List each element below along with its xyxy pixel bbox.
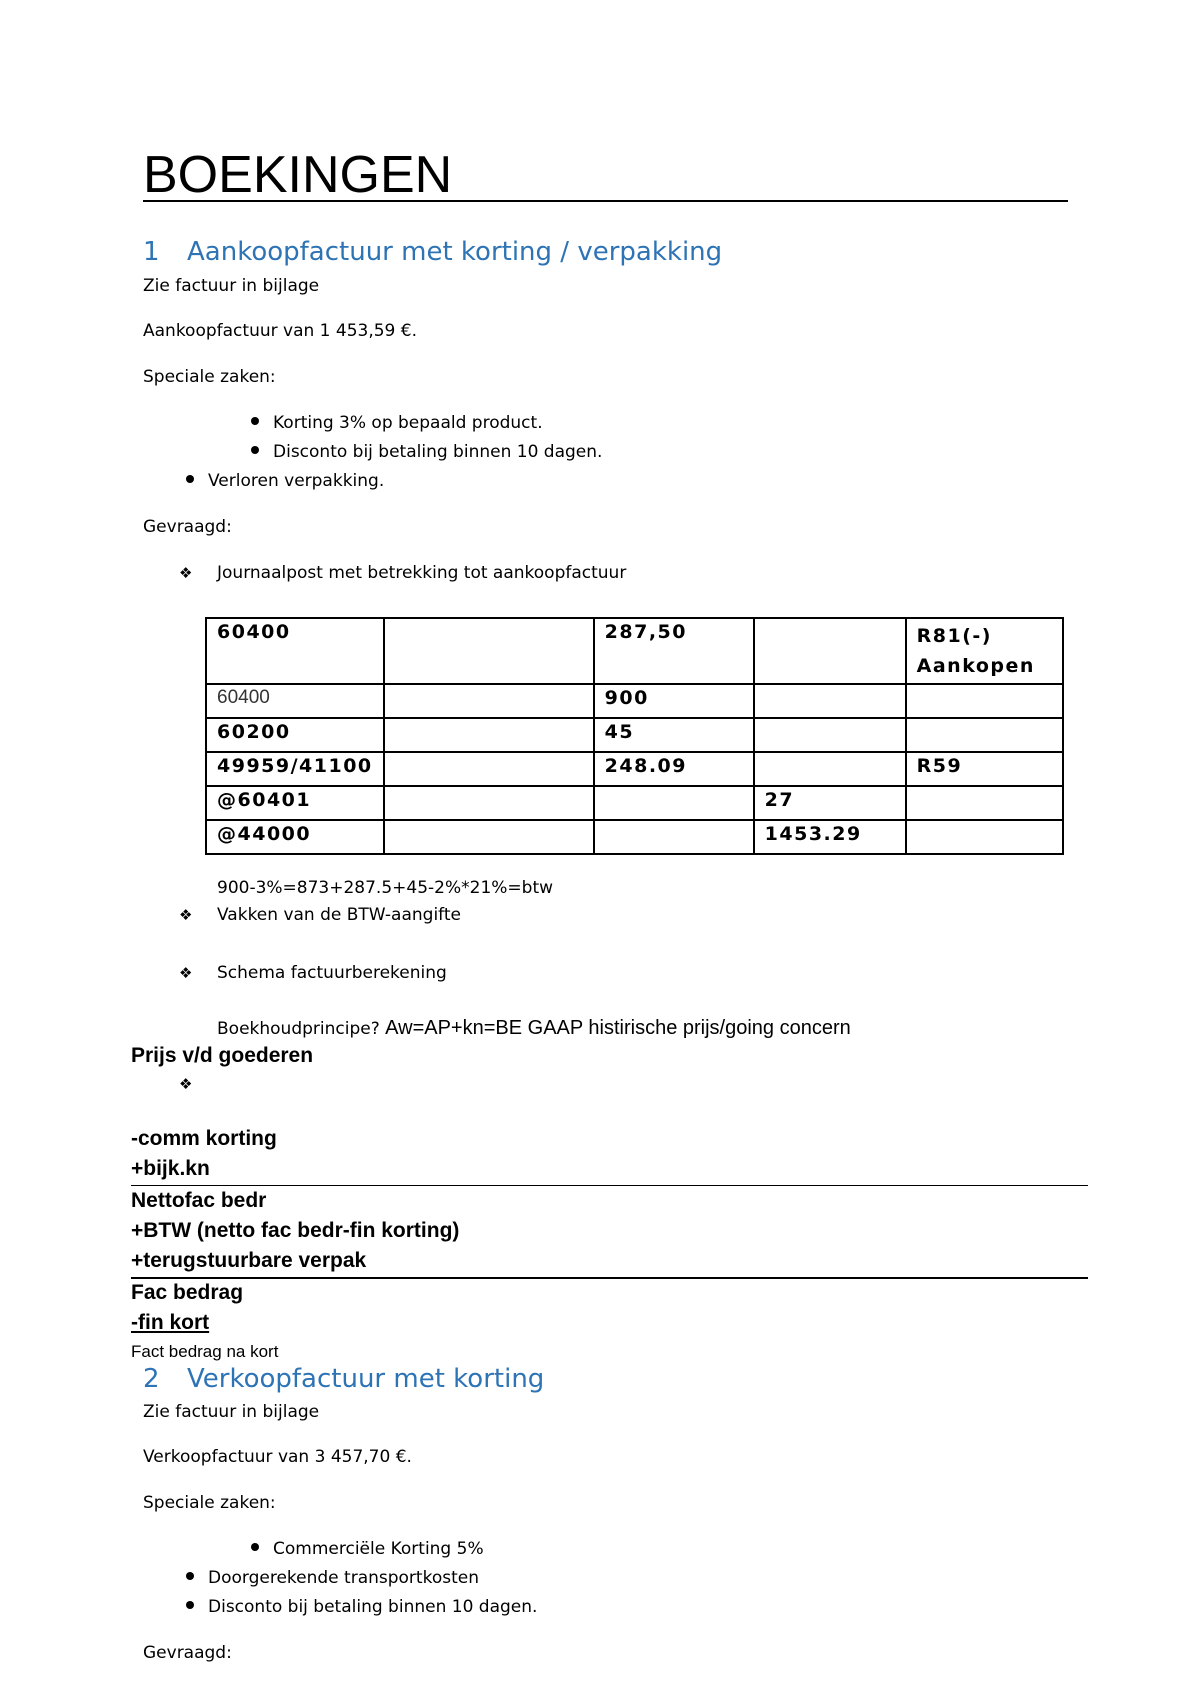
- table-cell: 1453.29: [754, 820, 906, 854]
- schema-line: +bijk.kn: [131, 1157, 210, 1180]
- table-row: [206, 752, 1063, 786]
- schema-line: +terugstuurbare verpak: [131, 1249, 367, 1272]
- table-cell: 60400: [206, 618, 384, 684]
- bullet-dot-icon: [251, 446, 259, 454]
- bullet-dot-icon: [186, 475, 194, 483]
- page-title: BOEKINGEN: [143, 146, 453, 204]
- list-item: Korting 3% op bepaald product.: [251, 411, 543, 435]
- vat-calculation: 900-3%=873+287.5+45-2%*21%=btw: [217, 878, 554, 898]
- section-1-number: 1: [143, 237, 160, 267]
- task-item: ❖ Schema factuurberekening: [179, 963, 447, 983]
- section-1-title: Aankoopfactuur met korting / verpakking: [187, 237, 723, 267]
- principle-label: Boekhoudprincipe?: [217, 1019, 380, 1039]
- task-item: ❖ Journaalpost met betrekking tot aankoopfactuur: [179, 563, 627, 583]
- task-item: ❖ Vakken van de BTW-aangifte: [179, 905, 461, 925]
- bullet-dot-icon: [186, 1601, 194, 1609]
- s1-asked-label: Gevraagd:: [143, 517, 232, 537]
- table-cell: [906, 820, 1063, 854]
- table-cell: 248.09: [594, 752, 754, 786]
- s2-asked-label: Gevraagd:: [143, 1643, 232, 1663]
- schema-line: Prijs v/d goederen: [131, 1044, 314, 1067]
- table-row: [206, 684, 1063, 718]
- table-cell: 60400: [206, 684, 384, 718]
- bullet-dot-icon: [251, 1543, 259, 1551]
- bullet-dot-icon: [251, 417, 259, 425]
- table-cell: [384, 618, 594, 684]
- list-item: Verloren verpakking.: [186, 469, 384, 493]
- principle-line: [217, 1016, 851, 1041]
- table-cell: 27: [754, 786, 906, 820]
- s1-invoice-note: Zie factuur in bijlage: [143, 276, 320, 296]
- table-cell: [906, 718, 1063, 752]
- table-cell: [906, 684, 1063, 718]
- schema-line: -comm korting: [131, 1127, 277, 1150]
- list-item: Disconto bij betaling binnen 10 dagen.: [251, 440, 602, 464]
- table-cell: [384, 684, 594, 718]
- schema-line: +BTW (netto fac bedr-fin korting): [131, 1219, 460, 1242]
- section-2-heading: [143, 1362, 544, 1396]
- table-cell: [384, 752, 594, 786]
- schema-line: Nettofac bedr: [131, 1189, 267, 1212]
- schema-line: -fin kort: [131, 1311, 210, 1334]
- table-cell: 900: [594, 684, 754, 718]
- divider: [131, 1185, 1088, 1186]
- table-row: [206, 618, 1063, 684]
- diamond-bullet-icon: ❖: [179, 964, 193, 982]
- diamond-bullet-icon: ❖: [179, 906, 193, 924]
- table-cell: @44000: [206, 820, 384, 854]
- table-cell: 60200: [206, 718, 384, 752]
- diamond-bullet-icon: ❖: [179, 564, 193, 582]
- list-item: Disconto bij betaling binnen 10 dagen.: [186, 1595, 537, 1619]
- table-cell: [754, 752, 906, 786]
- section-2-title: Verkoopfactuur met korting: [187, 1364, 545, 1394]
- table-cell: [754, 718, 906, 752]
- s2-invoice-amount: Verkoopfactuur van 3 457,70 €.: [143, 1447, 412, 1467]
- table-cell: [906, 786, 1063, 820]
- journal-table: [205, 617, 1064, 855]
- schema-line: Fac bedrag: [131, 1281, 244, 1304]
- bullet-dot-icon: [186, 1572, 194, 1580]
- table-cell: 45: [594, 718, 754, 752]
- section-2-number: 2: [143, 1364, 160, 1394]
- table-cell: [594, 820, 754, 854]
- s2-special-label: Speciale zaken:: [143, 1493, 276, 1513]
- table-row: [206, 718, 1063, 752]
- table-row: [206, 786, 1063, 820]
- list-item: Doorgerekende transportkosten: [186, 1566, 479, 1590]
- table-cell: [754, 684, 906, 718]
- schema-line: Fact bedrag na kort: [131, 1342, 279, 1361]
- table-cell: @60401: [206, 786, 384, 820]
- table-row: [206, 820, 1063, 854]
- table-cell: [754, 618, 906, 684]
- principle-answer: Aw=AP+kn=BE GAAP histirische prijs/going concern: [385, 1017, 851, 1039]
- table-cell: R81(-) Aankopen: [906, 618, 1063, 684]
- table-cell: [384, 820, 594, 854]
- s1-invoice-amount: Aankoopfactuur van 1 453,59 €.: [143, 321, 417, 341]
- table-cell: [594, 786, 754, 820]
- section-1-heading: [143, 235, 722, 269]
- list-item: Commerciële Korting 5%: [251, 1537, 484, 1561]
- table-cell: [384, 718, 594, 752]
- divider: [131, 1277, 1088, 1279]
- table-cell: 287,50: [594, 618, 754, 684]
- title-underline: [143, 200, 1068, 202]
- diamond-bullet-icon: ❖: [179, 1075, 193, 1093]
- table-cell: R59: [906, 752, 1063, 786]
- s1-special-label: Speciale zaken:: [143, 367, 276, 387]
- table-cell: [384, 786, 594, 820]
- table-cell: 49959/41100: [206, 752, 384, 786]
- s2-invoice-note: Zie factuur in bijlage: [143, 1402, 320, 1422]
